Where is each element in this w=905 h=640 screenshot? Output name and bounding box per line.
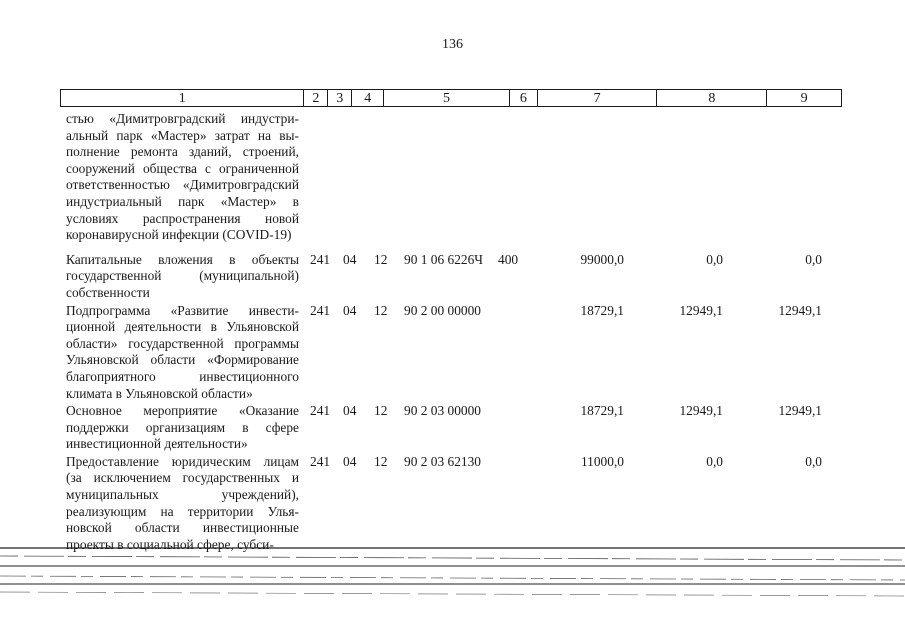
table-body [66, 111, 842, 553]
row-value-9: 0,0 [805, 251, 822, 267]
row-subsection: 12 [374, 403, 388, 419]
table-row [66, 252, 842, 302]
row-subsection: 12 [374, 302, 388, 318]
row-value-9: 12949,1 [778, 403, 822, 419]
row-value-9: 0,0 [805, 453, 822, 469]
row-description: Капитальные вложения в объекты государственной (муниципальной) собственности [66, 251, 299, 300]
row-description: Предоставление юридическим лицам (за исключением государственных и муниципальных учреждений), реализующим на территории Ульяновской области инвестиционные проекты в социальной сфере, субси- [66, 453, 299, 552]
row-subsection: 12 [374, 453, 388, 469]
row-code: 241 [310, 251, 331, 267]
header-cell-6: 6 [510, 90, 538, 106]
table-row [66, 303, 842, 403]
row-section: 04 [343, 302, 357, 318]
row-code: 241 [310, 403, 331, 419]
table-header-row [60, 89, 842, 107]
header-cell-9: 9 [800, 91, 808, 106]
header-cell-5: 5 [384, 90, 510, 106]
page-number: 136 [442, 37, 463, 52]
header-cell-3: 3 [328, 90, 352, 106]
row-target: 90 2 03 00000 [404, 403, 481, 419]
row-description: Подпрограмма «Развитие инвестиционной деятельности в Ульяновской области» государственной программы Ульяновской области «Формирование благоприятного инвестиционного климата в Ульяновской области» [66, 302, 299, 401]
row-code: 241 [310, 453, 331, 469]
row-value-8: 12949,1 [679, 302, 723, 318]
row-target: 90 2 00 00000 [404, 302, 481, 318]
row-description: стью «Димитровградский индустриальный парк «Мастер» затрат на выполнение ремонта зданий, строений, сооружений общества с ограниченной ответственностью «Димитровградский индустриальный парк «Мастер» в условиях распространения новой коронавирусной инфекции (COVID-19) [66, 111, 299, 243]
table-row [66, 111, 842, 244]
row-section: 04 [343, 251, 357, 267]
table-row [66, 403, 842, 453]
table-row [66, 454, 842, 554]
header-cell-7: 7 [538, 90, 658, 106]
row-section: 04 [343, 403, 357, 419]
row-value-7: 99000,0 [580, 251, 624, 267]
header-cell-4: 4 [352, 90, 384, 106]
row-value-7: 18729,1 [580, 403, 624, 419]
header-cell-8: 8 [657, 90, 767, 106]
row-code: 241 [310, 302, 331, 318]
row-value-8: 12949,1 [679, 403, 723, 419]
row-value-8: 0,0 [706, 453, 723, 469]
row-description: Основное мероприятие «Оказание поддержки организациям в сфере инвестиционной деятельности» [66, 403, 299, 452]
row-target: 90 2 03 62130 [404, 453, 481, 469]
row-expense: 400 [498, 251, 519, 267]
row-target: 90 1 06 6226Ч [404, 251, 484, 267]
row-subsection: 12 [374, 251, 388, 267]
row-value-7: 11000,0 [580, 453, 624, 469]
row-value-7: 18729,1 [580, 302, 624, 318]
header-cell-1: 1 [61, 90, 304, 106]
row-value-9: 12949,1 [778, 302, 822, 318]
row-section: 04 [343, 453, 357, 469]
header-cell-2: 2 [304, 90, 328, 106]
row-value-8: 0,0 [706, 251, 723, 267]
